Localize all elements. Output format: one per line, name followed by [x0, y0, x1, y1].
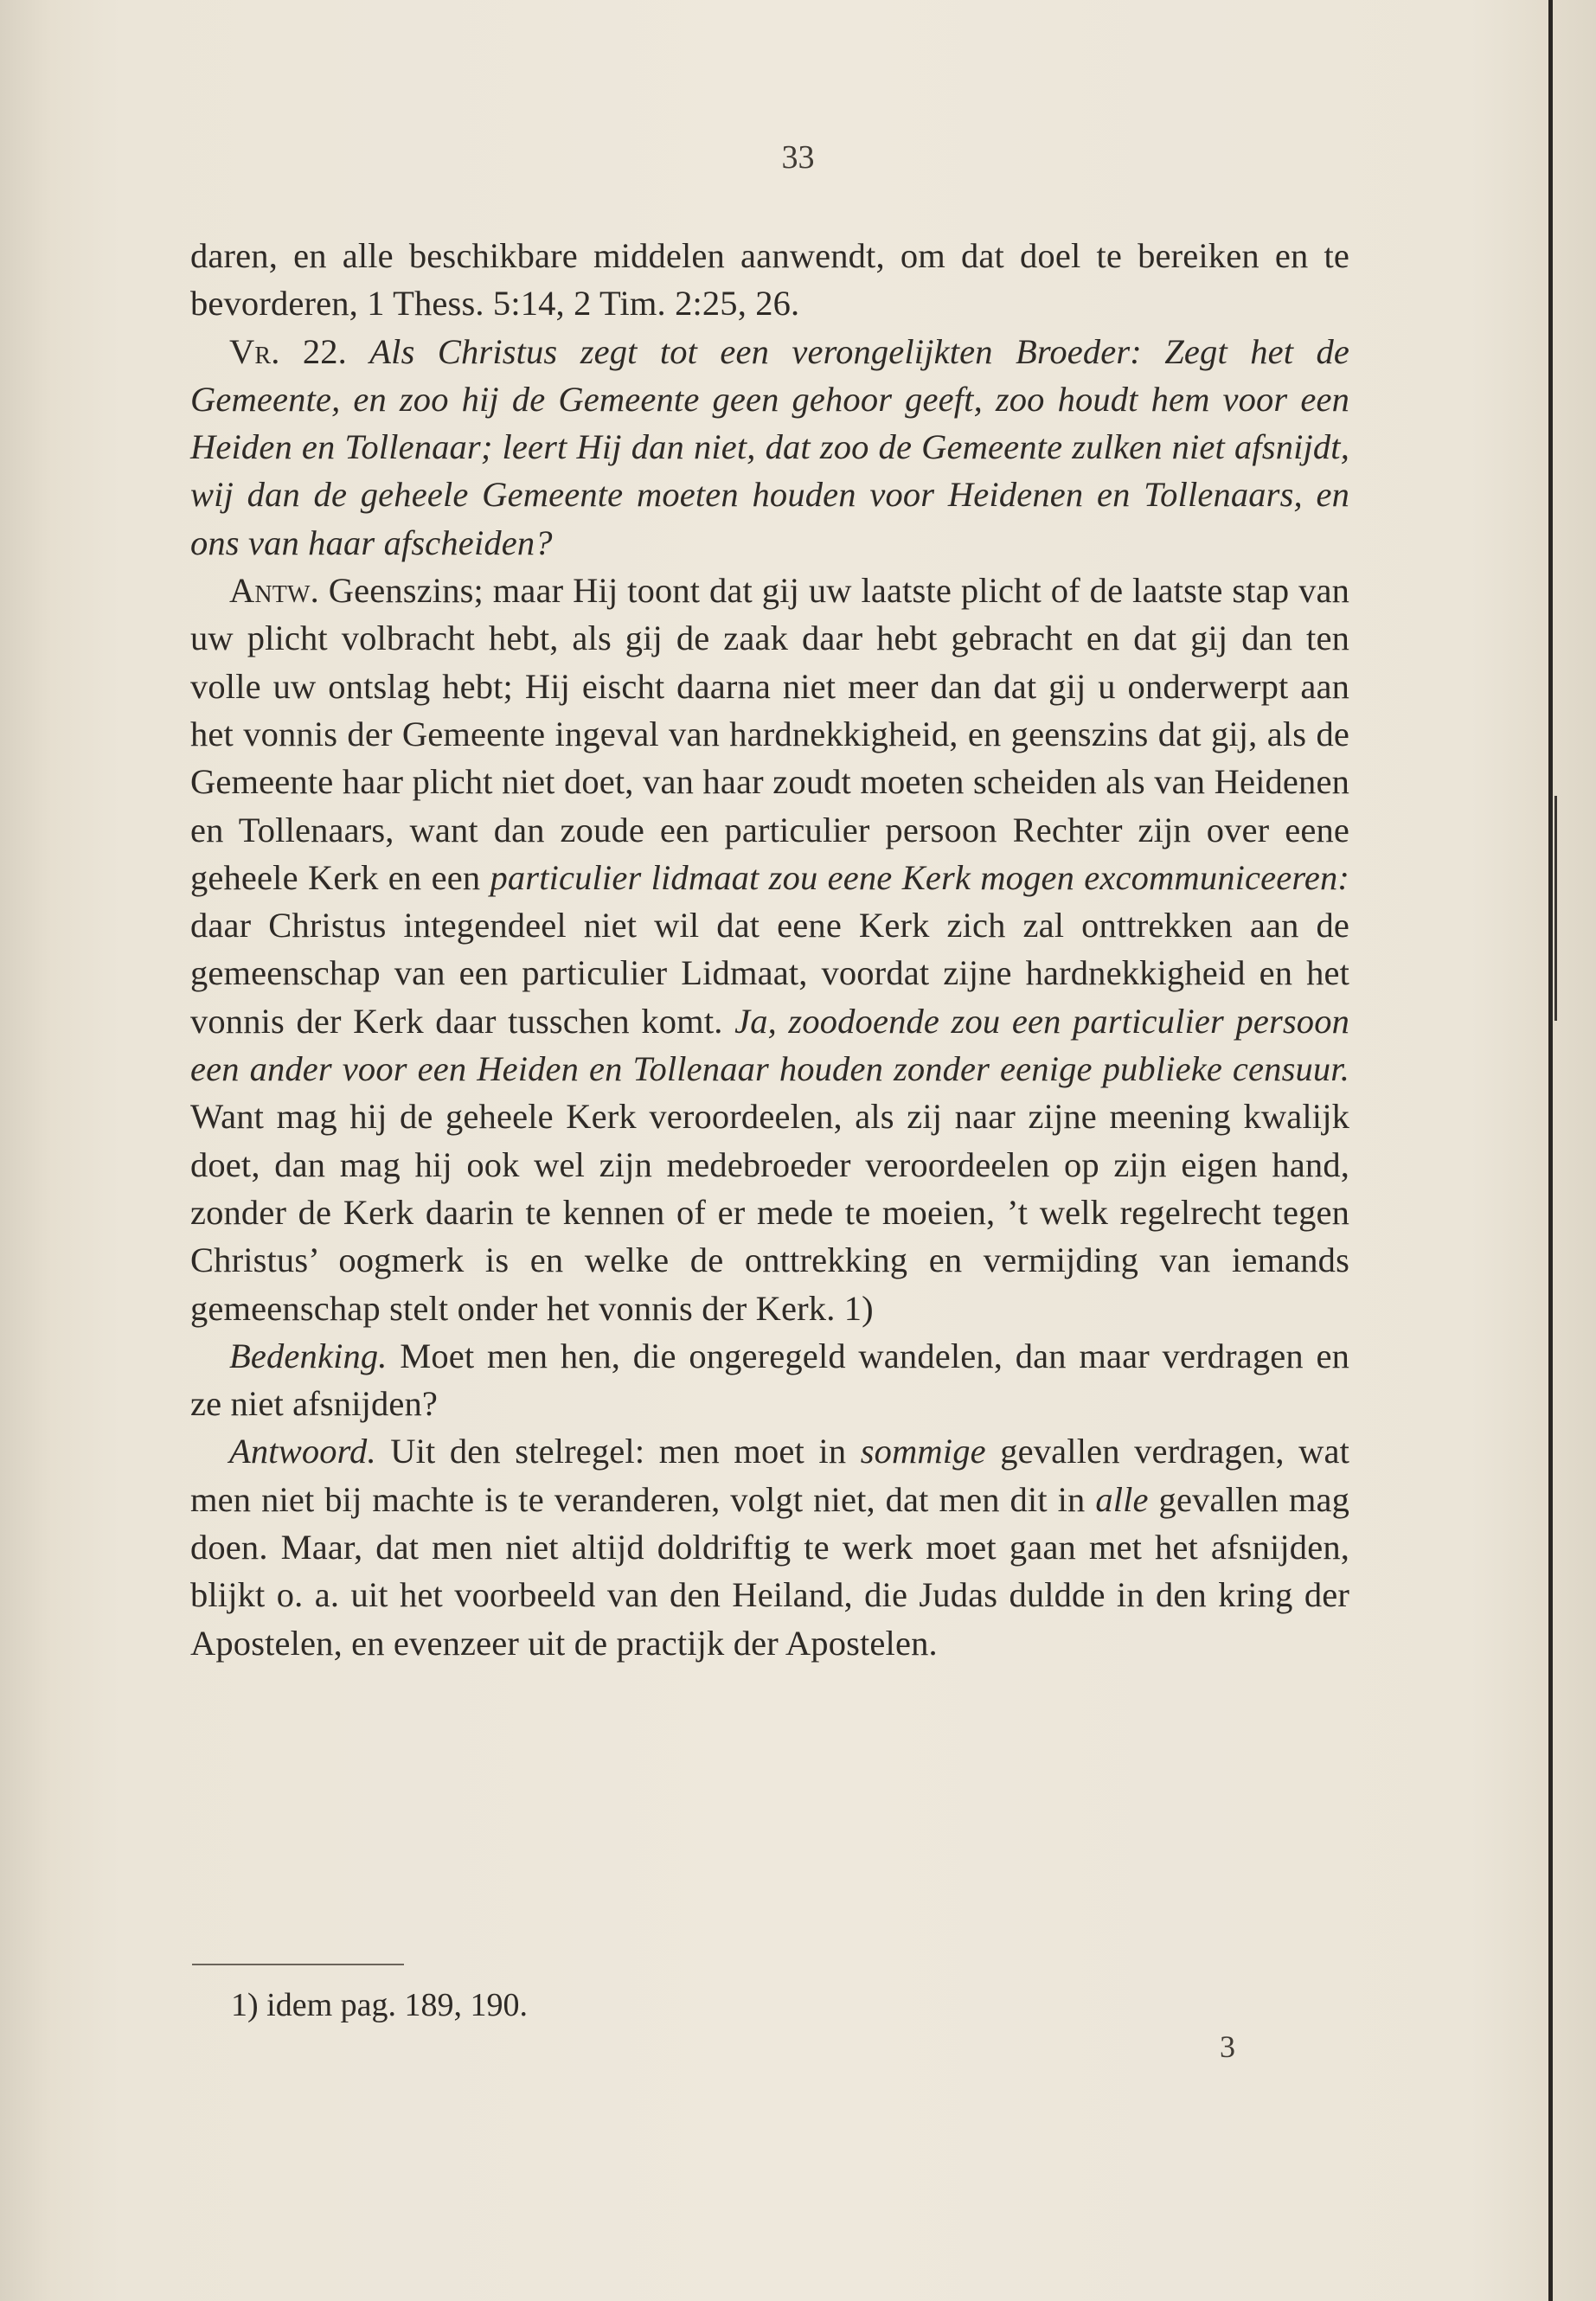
footnote-divider [192, 1964, 404, 1965]
reply-text-1: Uit den stelregel: men moet in [390, 1432, 847, 1471]
reply-text-2: gevallen verdragen, wat men niet bij machte is te veranderen, volgt niet, dat men dit in [190, 1432, 1350, 1519]
reply-paragraph [190, 1427, 1349, 1666]
reply-italic-2: alle [1095, 1479, 1149, 1519]
page-number: 33 [781, 139, 815, 176]
footnote: 1) idem pag. 189, 190. [231, 1987, 529, 2023]
question-number: 22. [302, 331, 347, 371]
continued-paragraph [190, 232, 1349, 328]
answer-label: Antw. [229, 571, 319, 611]
objection-text: Moet men hen, die ongeregeld wandelen, dan maar verdragen en ze niet afsnijden? [190, 1336, 1350, 1424]
answer-text-3: Want mag hij de geheele Kerk veroordeelen, als zij naar zijne meening kwalijk doet, dan mag hij ook wel zijn medebroeder veroordeelen op zijn eigen hand, zonder de Kerk daarin te kennen of er mede te moeien, ’t welk regelrecht tegen Christus’ oogmerk is en welke de onttrekking en vermijding van iemands gemeenschap stelt onder het vonnis der Kerk. 1) [190, 1097, 1349, 1328]
answer-text-1: Geenszins; maar Hij toont dat gij uw laatste plicht of de laatste stap van uw plicht volbracht hebt, als gij de zaak daar hebt gebracht en dat gij dan ten volle uw ontslag hebt; Hij eischt daarna niet meer dan dat gij u onderwerpt aan het vonnis der Gemeente ingeval van hardnekkigheid, en geenszins dat gij, als de Gemeente haar plicht niet doet, van haar zoudt moeten scheiden als van Heidenen en Tollenaars, want dan zoude een particulier persoon Rechter zijn over eene geheele Kerk en een [190, 571, 1349, 897]
reply-label: Antwoord. [229, 1432, 376, 1471]
signature-mark: 3 [1220, 2029, 1235, 2064]
question-paragraph [190, 328, 1349, 567]
answer-italic-2: Ja, zoodoende zou een particulier persoon een ander voor een Heiden en Tollenaar houden zonder eenige publieke censuur. [190, 1001, 1350, 1089]
continued-text: daren, en alle beschikbare middelen aanwendt, om dat doel te bereiken en te bevorderen, 1 Thess. 5:14, 2 Tim. 2:25, 26. [190, 236, 1349, 324]
question-label: Vr. [229, 331, 280, 371]
body-text [190, 232, 1349, 1667]
reply-text-3: gevallen mag doen. Maar, dat men niet altijd doldriftig te werk moet gaan met het afsnijden, blijkt o. a. uit het voorbeeld van den Heiland, die Judas duldde in den kring der Apostelen, en evenzeer uit de practijk der Apostelen. [190, 1479, 1349, 1663]
answer-text-2: daar Christus integendeel niet wil dat eene Kerk zich zal onttrekken aan de gemeenschap van een particulier Lidmaat, voordat zijne hardnekkigheid en het vonnis der Kerk daar tusschen komt. [190, 906, 1349, 1041]
question-text: Als Christus zegt tot een verongelijkten Broeder: Zegt het de Gemeente, en zoo hij de Gemeente geen gehoor geeft, zoo houdt hem voor een Heiden en Tollenaar; leert Hij dan niet, dat zoo de Gemeente zulken niet afsnijdt, wij dan de geheele Gemeente moeten houden voor Heidenen en Tollenaars, en ons van haar afscheiden? [190, 331, 1350, 562]
reply-italic-1: sommige [860, 1432, 986, 1471]
objection-label: Bedenking. [229, 1336, 388, 1375]
answer-paragraph [190, 567, 1349, 1332]
answer-italic-1: particulier lidmaat zou eene Kerk mogen excommuniceeren: [490, 857, 1349, 897]
objection-paragraph [190, 1332, 1349, 1428]
